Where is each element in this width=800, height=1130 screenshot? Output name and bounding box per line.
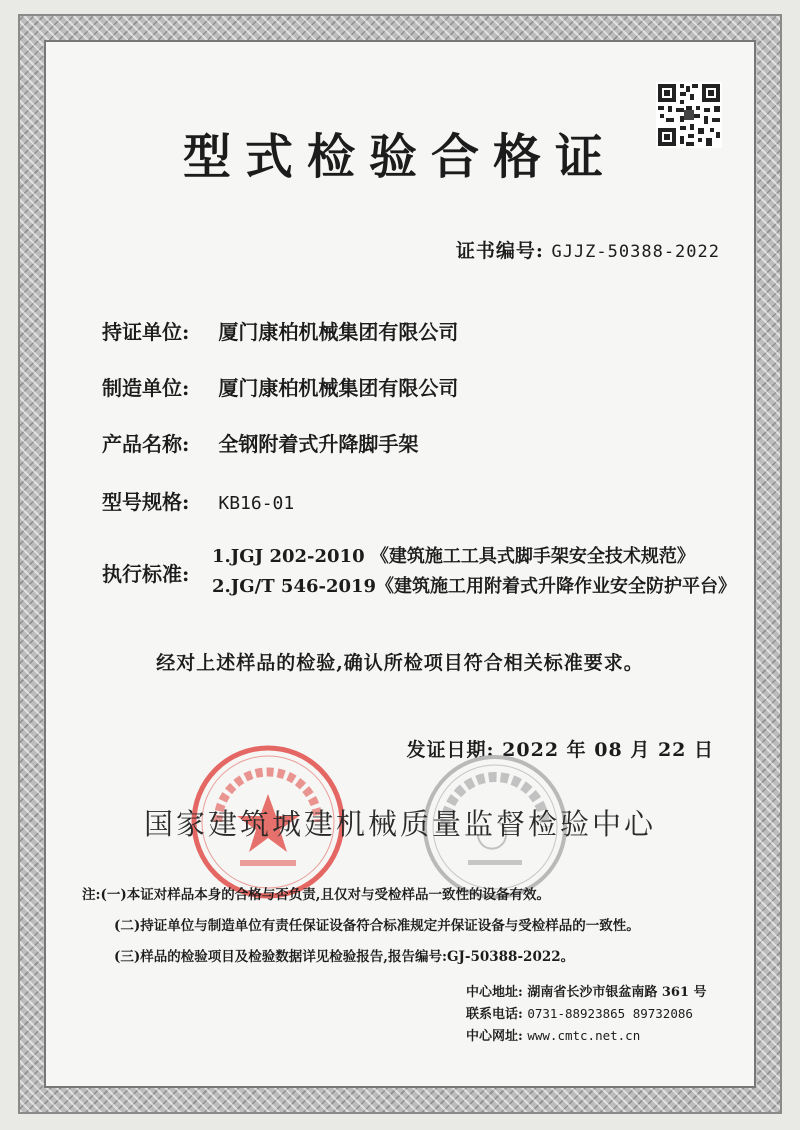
contact-block xyxy=(466,982,707,1047)
address-label: 中心地址: xyxy=(466,985,523,1000)
product-row xyxy=(102,428,418,457)
standard-label: 执行标准: xyxy=(102,562,190,586)
certificate-title: 型式检验合格证 xyxy=(182,129,617,185)
product-value: 全钢附着式升降脚手架 xyxy=(218,432,419,456)
product-label: 产品名称: xyxy=(102,432,190,456)
model-row xyxy=(102,486,294,515)
manufacturer-label: 制造单位: xyxy=(102,376,190,400)
holder-value: 厦门康柏机械集团有限公司 xyxy=(218,320,459,344)
certificate-number-label: 证书编号: xyxy=(455,240,544,262)
manufacturer-row xyxy=(102,372,458,401)
holder-label: 持证单位: xyxy=(102,320,190,344)
website-label: 中心网址: xyxy=(466,1029,523,1044)
note-item-2: (二)持证单位与制造单位有责任保证设备符合标准规定并保证设备与受检样品的一致性。 xyxy=(114,918,640,934)
phone-value: 0731-88923865 89732086 xyxy=(527,1006,693,1021)
website-value: www.cmtc.net.cn xyxy=(527,1028,641,1043)
phone-label: 联系电话: xyxy=(466,1007,523,1022)
inspection-conclusion: 经对上述样品的检验,确认所检项目符合相关标准要求。 xyxy=(156,652,644,674)
model-value: KB16-01 xyxy=(218,493,295,514)
standard-item-1: 1.JGJ 202-2010 《建筑施工工具式脚手架安全技术规范》 xyxy=(212,546,695,567)
holder-row xyxy=(102,316,458,345)
issue-date: 发证日期: 2022 年 08 月 22 日 xyxy=(406,739,714,761)
standard-item-2: 2.JG/T 546-2019《建筑施工用附着式升降作业安全防护平台》 xyxy=(212,576,737,597)
note-item-1: 注:(一)本证对样品本身的合格与否负责,且仅对与受检样品一致性的设备有效。 xyxy=(82,887,550,903)
certificate-number-value: GJJZ-50388-2022 xyxy=(551,242,720,262)
manufacturer-value: 厦门康柏机械集团有限公司 xyxy=(218,376,459,400)
certificate-number xyxy=(456,236,720,263)
address-value: 湖南省长沙市银盆南路 361 号 xyxy=(527,985,707,1000)
issuing-organization: 国家建筑城建机械质量监督检验中心 xyxy=(143,807,656,841)
website-line xyxy=(466,1025,707,1047)
address-line xyxy=(466,982,707,1003)
phone-line xyxy=(466,1003,707,1025)
note-item-3: (三)样品的检验项目及检验数据详见检验报告,报告编号:GJ-50388-2022。 xyxy=(114,949,575,965)
model-label: 型号规格: xyxy=(102,490,190,514)
notes-section xyxy=(82,880,640,973)
